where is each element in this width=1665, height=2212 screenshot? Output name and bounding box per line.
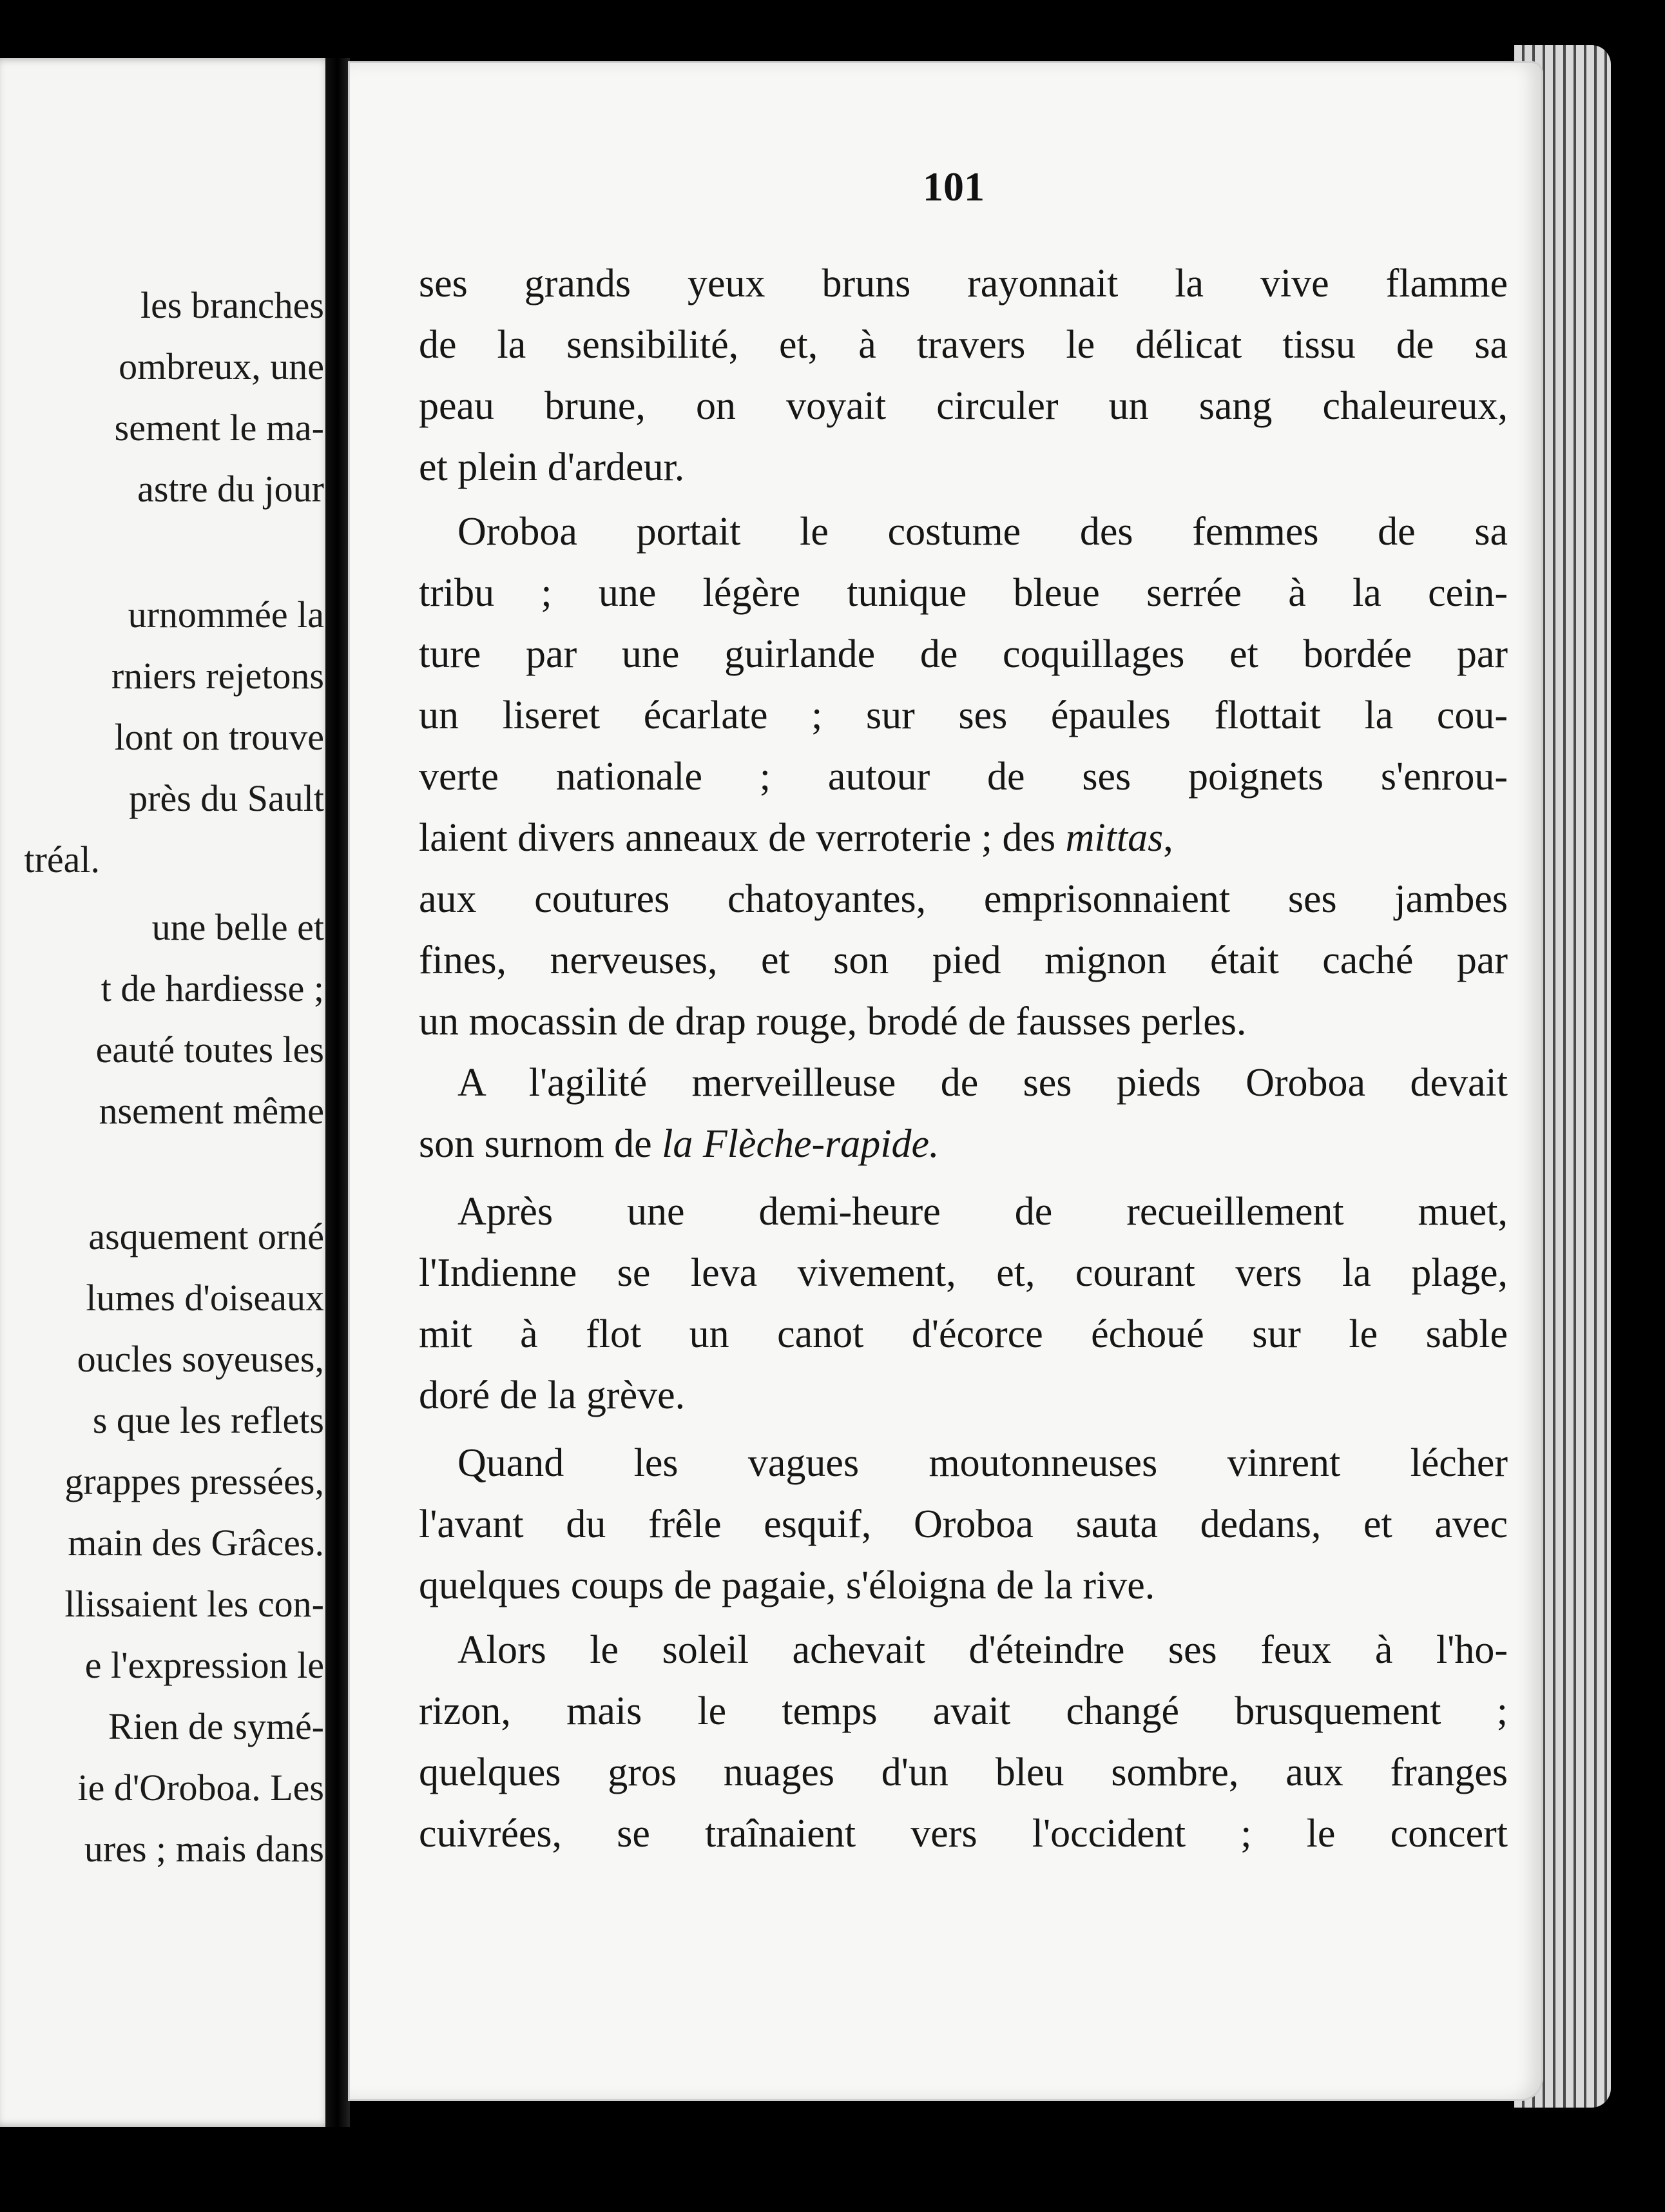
paragraph-start-line: Oroboa portait le costume des femmes de sa [457, 510, 1508, 554]
italic-nickname: la Flèche-rapide. [662, 1122, 939, 1166]
text-line: ses grands yeux bruns rayonnait la vive flamme [419, 262, 1508, 306]
left-line: sement le ma- [114, 407, 324, 449]
paragraph-start-line: Après une demi-heure de recueillement muet, [457, 1190, 1508, 1234]
text-line: rizon, mais le temps avait changé brusquement ; [419, 1689, 1508, 1733]
left-line: llissaient les con- [64, 1583, 324, 1625]
left-line-text: urnommée la [128, 594, 324, 635]
left-line: une belle et [151, 906, 324, 948]
left-line: t de hardiesse ; [101, 967, 324, 1009]
left-line: eauté toutes les [95, 1029, 324, 1071]
left-line: s que les reflets [92, 1399, 324, 1441]
left-line: ombreux, une [119, 345, 324, 387]
punctuation: , [1163, 816, 1173, 860]
text-line: tribu ; une légère tunique bleue serrée à la cein- [419, 571, 1508, 615]
left-line: oucles soyeuses, [77, 1338, 324, 1380]
left-line: asquement orné [88, 1216, 324, 1257]
left-page [0, 58, 332, 2127]
text-line: et plein d'ardeur. [419, 445, 685, 489]
text-line: de la sensibilité, et, à travers le délicat tissu de sa [419, 323, 1508, 367]
text-line: quelques gros nuages d'un bleu sombre, aux franges [419, 1751, 1508, 1794]
paragraph-start-line: Quand les vagues moutonneuses vinrent lécher [457, 1441, 1508, 1485]
paragraph-start-line: A l'agilité merveilleuse de ses pieds Oroboa devait [457, 1061, 1508, 1105]
text-line: aux coutures chatoyantes, emprisonnaient ses jambes [419, 877, 1508, 921]
left-line: les branches [140, 284, 324, 326]
left-line: Rien de symé- [108, 1705, 324, 1747]
text-line [419, 1118, 1508, 1170]
italic-term: mittas [1065, 816, 1164, 860]
text-line: un liseret écarlate ; sur ses épaules flottait la cou- [419, 694, 1508, 737]
text-line: peau brune, on voyait circuler un sang chaleureux, [419, 384, 1508, 428]
book-gutter [325, 58, 350, 2127]
text-line [419, 812, 1508, 864]
text-line: l'avant du frêle esquif, Oroboa sauta dedans, et avec [419, 1502, 1508, 1546]
left-line: lont on trouve [114, 716, 324, 758]
left-line: près du Sault [129, 777, 324, 819]
text-line: ture par une guirlande de coquillages et bordée par [419, 632, 1508, 676]
text-line: cuivrées, se traînaient vers l'occident ; le concert [419, 1812, 1508, 1856]
left-line: ures ; mais dans [84, 1828, 324, 1870]
text-line: un mocassin de drap rouge, brodé de fausses perles. [419, 1000, 1247, 1043]
text-line: doré de la grève. [419, 1373, 686, 1417]
text-segment: laient divers anneaux de verroterie ; des [419, 816, 1066, 860]
left-line: main des Grâces. [68, 1522, 324, 1564]
text-line: l'Indienne se leva vivement, et, courant vers la plage, [419, 1251, 1508, 1295]
paragraph-start-line: Alors le soleil achevait d'éteindre ses feux à l'ho- [457, 1628, 1508, 1672]
left-line: nsement même [99, 1090, 324, 1132]
left-line: grappes pressées, [64, 1460, 324, 1502]
left-line: e l'expression le [84, 1644, 324, 1686]
left-line: lumes d'oiseaux [86, 1277, 324, 1319]
text-line: fines, nerveuses, et son pied mignon était caché par [419, 938, 1508, 982]
page-number: 101 [923, 164, 985, 209]
text-line: mit à flot un canot d'écorce échoué sur le sable [419, 1312, 1508, 1356]
left-line [128, 596, 324, 634]
left-line: tréal. [24, 839, 100, 880]
text-line: quelques coups de pagaie, s'éloigna de la rive. [419, 1564, 1155, 1607]
text-line: verte nationale ; autour de ses poignets s'enrou- [419, 755, 1508, 799]
left-line: rniers rejetons [111, 655, 324, 697]
right-page [348, 61, 1543, 2101]
left-line: astre du jour [137, 468, 324, 510]
left-line: ie d'Oroboa. Les [77, 1767, 324, 1809]
text-segment: son surnom de [419, 1122, 662, 1166]
